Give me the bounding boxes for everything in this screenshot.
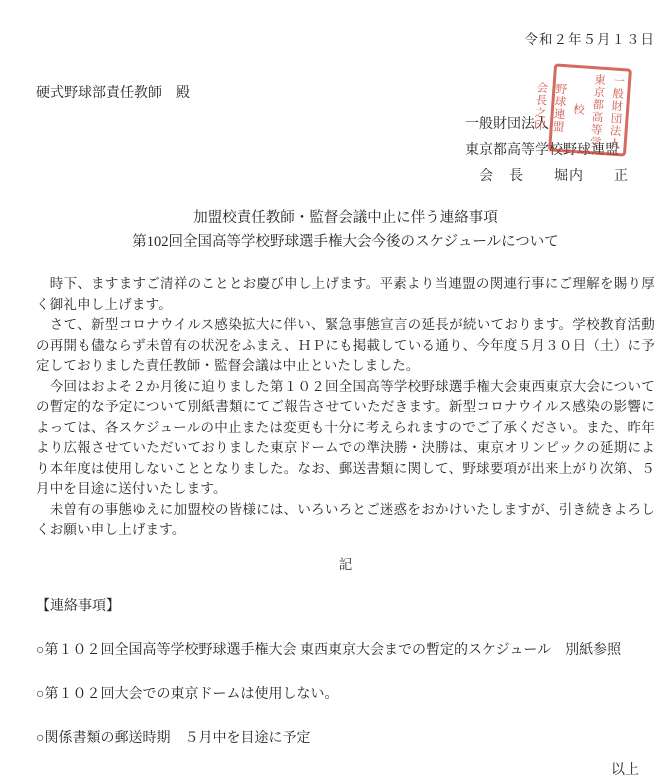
seal-text-column: 東京都高等学校 — [571, 72, 606, 149]
document-title-line1: 加盟校責任教師・監督会議中止に伴う連絡事項 — [193, 210, 498, 226]
document-title — [36, 206, 655, 254]
notice-item: ○第１０２回大会での東京ドームは使用しない。 — [36, 686, 339, 702]
record-marker: 記 — [338, 556, 353, 572]
notice-section-header: 【連絡事項】 — [36, 598, 120, 614]
sender-president-name: 会 長 堀内 正 — [479, 169, 629, 184]
seal-text-column: 会長之印 — [532, 81, 548, 132]
body-paragraph: さて、新型コロナウイルス感染拡大に伴い、緊急事態宣言の延長が続いております。学校教育活動の再開も儘ならず未曽有の状況をふまえ、ＨＰにも掲載している通り、今年度５月３０日（土）に予定しておりました責任教師・監督会議は中止といたしました。 — [36, 317, 655, 373]
sender-org-type: 一般財団法人 — [465, 117, 549, 132]
document-title-line2: 第102回全国高等学校野球選手権大会今後のスケジュールについて — [132, 234, 559, 250]
document-date: 令和２年５月１３日 — [524, 32, 655, 47]
seal-text-column: 一般財団法人 — [607, 73, 625, 150]
body-paragraph: 今回はおよそ２か月後に迫りました第１０２回全国高等学校野球選手権大会東西東京大会についての暫定的な予定について別紙書類にてご報告させていただきます。新型コロナウイルス感染の影響によっては、各スケジュールの中止または変更も十分に考えられますのでご了承ください。また、昨年より広報させていただいておりました東京ドームでの準決勝・決勝は、東京オリンピックの延期により本年度は使用しないこととなりました。なお、郵送書類に関して、野球要項が出来上がり次第、５月中を目途に送付いたします。 — [36, 378, 655, 496]
body-paragraph: 時下、ますますご清祥のこととお慶び申し上げます。平素より当連盟の関連行事にご理解を賜り厚く御礼申し上げます。 — [36, 276, 655, 312]
letter-body — [36, 274, 655, 541]
notice-item: ○関係書類の郵送時期 ５月中を目途に予定 — [36, 730, 311, 746]
closing-word: 以上 — [611, 762, 639, 778]
addressee-line: 硬式野球部責任教師 殿 — [36, 86, 190, 101]
seal-text-column: 野球連盟 — [551, 82, 567, 134]
official-seal-stamp — [532, 63, 632, 156]
notice-item: ○第１０２回全国高等学校野球選手権大会 東西東京大会までの暫定的スケジュール 別紙参照 — [36, 642, 622, 658]
body-paragraph: 未曽有の事態ゆえに加盟校の皆様には、いろいろとご迷惑をおかけいたしますが、引き続きよろしくお願い申し上げます。 — [36, 501, 655, 537]
sender-org-name: 東京都高等学校野球連盟 — [465, 143, 619, 158]
